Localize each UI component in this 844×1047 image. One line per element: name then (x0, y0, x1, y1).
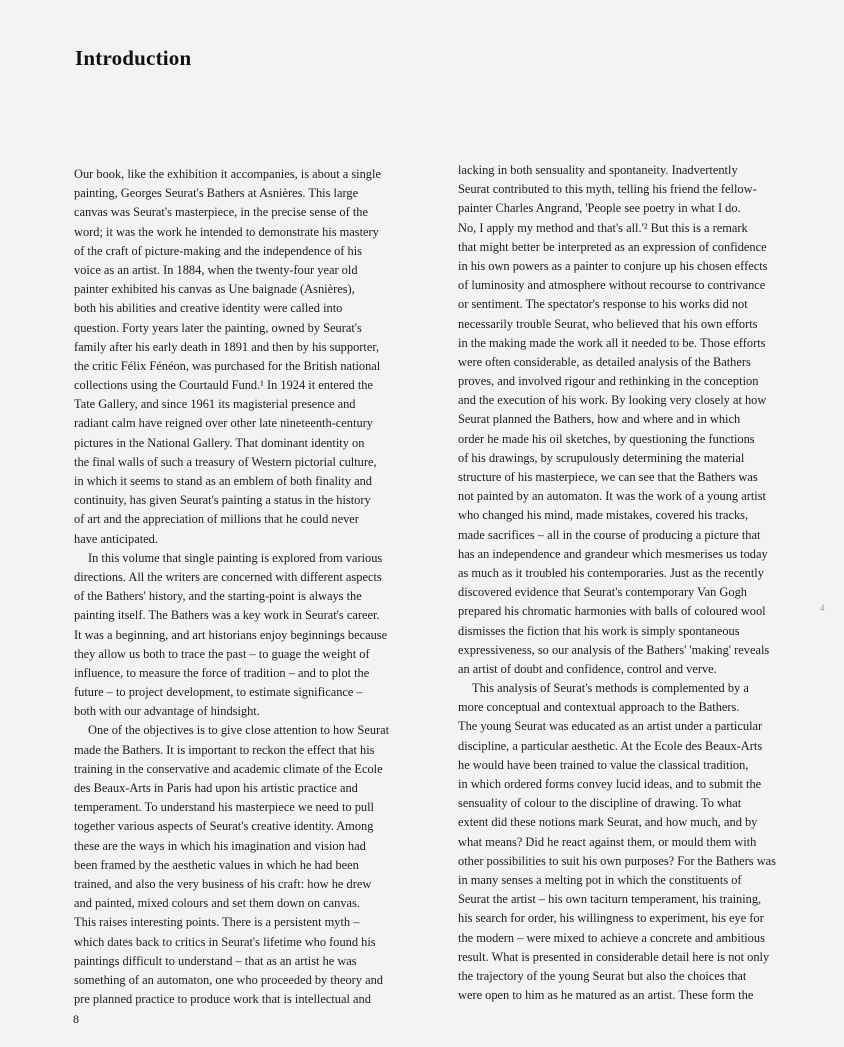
text-line: both his abilities and creative identity were called into (74, 301, 343, 316)
text-line: Seurat contributed to this myth, telling his friend the fellow- (458, 182, 757, 197)
text-line: both with our advantage of hindsight. (74, 704, 260, 719)
text-line: the trajectory of the young Seurat but also the choices that (458, 968, 747, 983)
page-number: 8 (73, 1012, 79, 1026)
text-line: No, I apply my method and that's all.'² But this is a remark (458, 220, 748, 235)
text-line: future – to project development, to estimate significance – (74, 685, 363, 700)
text-line: continuity, has given Seurat's painting a status in the history (74, 493, 371, 508)
text-line: of the craft of picture-making and the independence of his (74, 243, 362, 258)
page-title: Introduction (75, 46, 192, 70)
text-line: necessarily trouble Seurat, who believed that his own efforts (458, 316, 758, 331)
text-line: the critic Félix Fénéon, was purchased for the British national (74, 358, 381, 373)
left-text-column (74, 165, 440, 1009)
text-line: he would have been trained to value the classical tradition, (458, 757, 749, 772)
text-line: painting itself. The Bathers was a key work in Seurat's career. (74, 608, 380, 623)
text-line: dismisses the fiction that his work is simply spontaneous (458, 623, 740, 638)
text-line: result. What is presented in considerable detail here is not only (458, 949, 770, 964)
text-line: painting, Georges Seurat's Bathers at Asnières. This large (74, 186, 359, 201)
text-line: who changed his mind, made mistakes, covered his tracks, (458, 508, 749, 523)
text-line: proves, and involved rigour and rethinking in the conception (458, 374, 759, 389)
text-line: have anticipated. (74, 531, 158, 546)
text-line: or sentiment. The spectator's response to his works did not (458, 297, 748, 312)
text-line: of art and the appreciation of millions that he could never (74, 512, 359, 527)
text-line: family after his early death in 1891 and then by his supporter, (74, 339, 380, 354)
text-line: that might better be interpreted as an expression of confidence (458, 239, 767, 254)
margin-mark: 4 (820, 603, 825, 613)
text-line: temperament. To understand his masterpiece we need to pull (74, 800, 374, 815)
text-line: his search for order, his willingness to experiment, his eye for (458, 911, 764, 926)
text-line: made the Bathers. It is important to reckon the effect that his (74, 742, 375, 757)
text-line: of the Bathers' history, and the starting-point is always the (74, 589, 362, 604)
text-line: extent did these notions mark Seurat, and how much, and by (458, 815, 758, 830)
text-line: structure of his masterpiece, we can see that the Bathers was (458, 470, 758, 484)
text-line: as much as it troubled his contemporaries. Just as the recently (458, 565, 764, 580)
text-line: been framed by the aesthetic values in which he had been (74, 857, 359, 872)
text-line: discipline, a particular aesthetic. At the Ecole des Beaux-Arts (458, 738, 763, 753)
text-line: what means? Did he react against them, or mould them with (458, 834, 757, 849)
text-line: in which ordered forms convey lucid ideas, and to submit the (458, 777, 762, 791)
text-line: The young Seurat was educated as an artist under a particular (458, 719, 763, 734)
text-line: sensuality of colour to the discipline of drawing. To what (458, 796, 742, 811)
text-line: made sacrifices – all in the course of producing a picture that (458, 527, 761, 542)
text-line: which dates back to critics in Seurat's lifetime who found his (74, 934, 376, 949)
text-line: something of an automaton, one who proceeded by theory and (74, 972, 383, 987)
text-line: an artist of doubt and confidence, control and verve. (458, 661, 717, 676)
text-line: directions. All the writers are concerned with different aspects (74, 569, 382, 584)
text-line: Our book, like the exhibition it accompanies, is about a single (74, 167, 381, 181)
text-line: more conceptual and contextual approach to the Bathers. (458, 700, 740, 715)
text-line: voice as an artist. In 1884, when the twenty-four year old (74, 262, 358, 277)
text-line: expressiveness, so our analysis of the Bathers' 'making' reveals (458, 642, 770, 657)
text-line: were often considerable, as detailed analysis of the Bathers (458, 354, 751, 369)
text-line: trained, and also the very business of his craft: how he drew (74, 876, 372, 891)
text-line: these are the ways in which his imagination and vision had (74, 838, 366, 853)
text-line: in the making made the work all it needed to be. Those efforts (458, 335, 766, 350)
text-line: and the execution of his work. By looking very closely at how (458, 393, 767, 408)
text-line: question. Forty years later the painting, owned by Seurat's (74, 320, 362, 335)
text-line: has an independence and grandeur which mesmerises us today (458, 546, 768, 561)
text-line: Seurat the artist – his own taciturn temperament, his training, (458, 892, 762, 907)
text-line: in his own powers as a painter to conjure up his chosen effects (458, 258, 768, 273)
text-line: order he made his oil sketches, by questioning the functions (458, 431, 755, 446)
text-line: of his drawings, by scrupulously determining the material (458, 450, 745, 465)
text-line: paintings difficult to understand – that as an artist he was (74, 953, 357, 968)
text-line: radiant calm have reigned over other late nineteenth-century (74, 416, 373, 431)
text-line: collections using the Courtauld Fund.¹ In 1924 it entered the (74, 378, 373, 393)
text-line: training in the conservative and academic climate of the Ecole (74, 761, 383, 776)
text-line: the final walls of such a treasury of Western pictorial culture, (74, 454, 377, 469)
text-line: Seurat planned the Bathers, how and where and in which (458, 412, 741, 427)
text-line: This raises interesting points. There is a persistent myth – (74, 915, 360, 930)
text-line: This analysis of Seurat's methods is complemented by a (472, 681, 749, 696)
text-line: and painted, mixed colours and set them down on canvas. (74, 896, 360, 911)
text-line: painter Charles Angrand, 'People see poetry in what I do. (458, 201, 741, 216)
text-line: in which it seems to stand as an emblem of both finality and (74, 474, 373, 488)
text-line: One of the objectives is to give close attention to how Seurat (88, 723, 390, 738)
text-line: discovered evidence that Seurat's contemporary Van Gogh (458, 585, 747, 600)
text-line: not painted by an automaton. It was the work of a young artist (458, 489, 766, 504)
text-line: were open to him as he matured as an artist. These form the (458, 988, 754, 1003)
text-line: pictures in the National Gallery. That dominant identity on (74, 435, 365, 450)
text-line: other possibilities to suit his own purposes? For the Bathers was (458, 853, 777, 868)
text-line: influence, to measure the force of tradition – and to plot the (74, 665, 370, 680)
text-line: they allow us both to trace the past – to guage the weight of (74, 646, 370, 661)
text-line: canvas was Seurat's masterpiece, in the precise sense of the (74, 205, 368, 220)
text-line: pre planned practice to produce work that is intellectual and (74, 992, 371, 1007)
text-line: lacking in both sensuality and spontaneity. Inadvertently (458, 163, 738, 177)
text-line: the modern – were mixed to achieve a concrete and ambitious (458, 930, 765, 945)
text-line: together various aspects of Seurat's creative identity. Among (74, 819, 374, 834)
text-line: word; it was the work he intended to demonstrate his mastery (74, 224, 379, 239)
text-line: prepared his chromatic harmonies with balls of coloured wool (458, 604, 766, 619)
text-line: painter exhibited his canvas as Une baignade (Asnières), (74, 282, 355, 297)
text-line: In this volume that single painting is explored from various (88, 550, 383, 565)
text-line: Tate Gallery, and since 1961 its magisterial presence and (74, 397, 356, 412)
text-line: des Beaux-Arts in Paris had upon his artistic practice and (74, 781, 358, 795)
text-line: in many senses a melting pot in which the constituents of (458, 872, 742, 887)
text-line: of luminosity and atmosphere without recourse to contrivance (458, 278, 766, 293)
text-line: It was a beginning, and art historians enjoy beginnings because (74, 627, 388, 642)
right-text-column (458, 161, 822, 1005)
